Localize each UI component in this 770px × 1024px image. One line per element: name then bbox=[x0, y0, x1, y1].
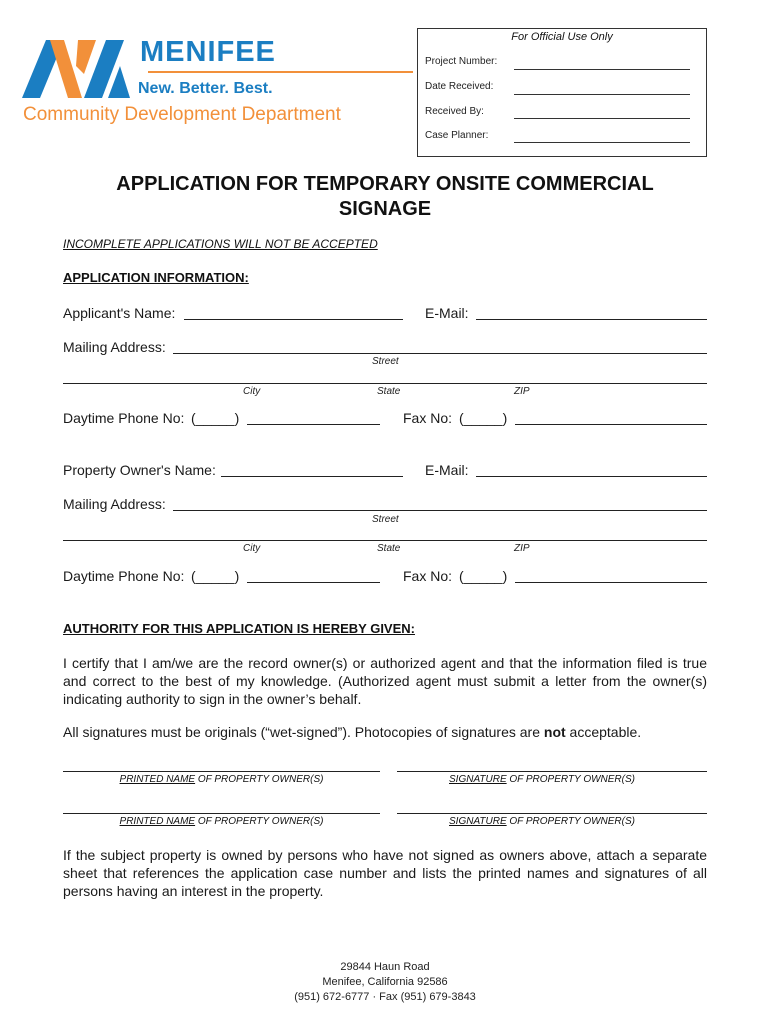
case-planner-field[interactable] bbox=[514, 142, 690, 143]
logo-rule bbox=[148, 71, 413, 73]
footer-phone: (951) 672-6777 · Fax (951) 679-3843 bbox=[294, 991, 476, 1003]
owner-email-field[interactable] bbox=[476, 476, 707, 477]
owner-phone-field[interactable] bbox=[247, 582, 380, 583]
owner-phone-area[interactable]: (_____) bbox=[191, 568, 240, 584]
signature-field-2[interactable] bbox=[397, 813, 707, 814]
applicant-name-label: Applicant's Name: bbox=[63, 305, 176, 321]
signature-caption-rest: OF PROPERTY OWNER(S) bbox=[506, 774, 635, 785]
applicant-phone-field[interactable] bbox=[247, 424, 380, 425]
owner-zip-caption: ZIP bbox=[514, 543, 530, 554]
official-use-title: For Official Use Only bbox=[511, 31, 613, 43]
signature-caption-2 bbox=[387, 816, 697, 827]
owner-fax-label: Fax No: bbox=[403, 568, 453, 584]
applicant-email-label: E-Mail: bbox=[425, 305, 469, 321]
received-by-label: Received By: bbox=[425, 106, 484, 117]
owner-name-field[interactable] bbox=[221, 476, 403, 477]
subject-property-paragraph: If the subject property is owned by persons who have not signed as owners above, attach a separate sheet that references the application case number and lists the printed names and signatures of all persons having an interest in the property. bbox=[63, 847, 707, 899]
signatures-note bbox=[63, 723, 707, 741]
signatures-note-emphasis: not bbox=[543, 724, 566, 740]
form-title bbox=[60, 172, 710, 222]
applicant-street-caption: Street bbox=[372, 356, 399, 367]
signature-caption-rest: OF PROPERTY OWNER(S) bbox=[506, 816, 635, 827]
footer-city: Menifee, California 92586 bbox=[322, 976, 448, 988]
logo-tagline: New. Better. Best. bbox=[138, 80, 273, 97]
applicant-city-caption: City bbox=[243, 386, 261, 397]
applicant-zip-caption: ZIP bbox=[514, 386, 530, 397]
owner-name-label: Property Owner's Name: bbox=[63, 462, 216, 478]
applicant-fax-field[interactable] bbox=[515, 424, 707, 425]
applicant-email-field[interactable] bbox=[476, 319, 707, 320]
incomplete-notice: INCOMPLETE APPLICATIONS WILL NOT BE ACCEPTED bbox=[63, 237, 378, 251]
applicant-phone-label: Daytime Phone No: bbox=[63, 410, 185, 426]
owner-city-state-zip-field[interactable] bbox=[63, 540, 707, 541]
section-application-info: APPLICATION INFORMATION: bbox=[63, 270, 249, 285]
signatures-note-text: All signatures must be originals (“wet-signed”). Photocopies of signatures are bbox=[63, 724, 544, 740]
menifee-logo-mark bbox=[20, 36, 132, 100]
signature-caption-underlined: SIGNATURE bbox=[449, 774, 507, 785]
applicant-street-field[interactable] bbox=[173, 353, 707, 354]
owner-city-caption: City bbox=[243, 543, 261, 554]
official-use-box bbox=[417, 28, 707, 157]
printed-name-caption-underlined: PRINTED NAME bbox=[119, 816, 196, 827]
printed-name-caption-rest: OF PROPERTY OWNER(S) bbox=[195, 774, 324, 785]
owner-mailing-label: Mailing Address: bbox=[63, 496, 166, 512]
signatures-note-text-end: acceptable. bbox=[565, 724, 642, 740]
applicant-fax-area[interactable]: (_____) bbox=[459, 410, 508, 426]
logo bbox=[20, 36, 415, 136]
form-title-line2: SIGNAGE bbox=[338, 198, 432, 220]
owner-fax-field[interactable] bbox=[515, 582, 707, 583]
form-title-line1: APPLICATION FOR TEMPORARY ONSITE COMMERCIAL bbox=[116, 173, 654, 195]
received-by-field[interactable] bbox=[514, 118, 690, 119]
footer-street: 29844 Haun Road bbox=[340, 961, 430, 973]
owner-street-caption: Street bbox=[372, 514, 399, 525]
printed-name-field-2[interactable] bbox=[63, 813, 380, 814]
applicant-state-caption: State bbox=[377, 386, 401, 397]
footer-address bbox=[0, 960, 770, 1005]
owner-state-caption: State bbox=[377, 543, 401, 554]
logo-department: Community Development Department bbox=[23, 104, 341, 125]
owner-email-label: E-Mail: bbox=[425, 462, 469, 478]
applicant-name-field[interactable] bbox=[184, 319, 403, 320]
logo-name: MENIFEE bbox=[140, 36, 276, 68]
project-number-label: Project Number: bbox=[425, 56, 498, 67]
project-number-field[interactable] bbox=[514, 69, 690, 70]
printed-name-caption-rest: OF PROPERTY OWNER(S) bbox=[195, 816, 324, 827]
certify-paragraph: I certify that I am/we are the record owner(s) or authorized agent and that the information filed is true and correct to the best of my knowledge. (Authorized agent must submit a letter from the owner(s) indicating authority to sign in the owner’s behalf. bbox=[63, 655, 707, 707]
owner-phone-label: Daytime Phone No: bbox=[63, 568, 185, 584]
printed-name-caption-2 bbox=[63, 816, 380, 827]
applicant-fax-label: Fax No: bbox=[403, 410, 453, 426]
case-planner-label: Case Planner: bbox=[425, 130, 489, 141]
signature-field-1[interactable] bbox=[397, 771, 707, 772]
owner-fax-area[interactable]: (_____) bbox=[459, 568, 508, 584]
applicant-city-state-zip-field[interactable] bbox=[63, 383, 707, 384]
owner-street-field[interactable] bbox=[173, 510, 707, 511]
applicant-phone-area[interactable]: (_____) bbox=[191, 410, 240, 426]
applicant-mailing-label: Mailing Address: bbox=[63, 339, 166, 355]
signature-caption-underlined: SIGNATURE bbox=[449, 816, 507, 827]
section-authority: AUTHORITY FOR THIS APPLICATION IS HEREBY GIVEN: bbox=[63, 621, 415, 636]
date-received-field[interactable] bbox=[514, 94, 690, 95]
date-received-label: Date Received: bbox=[425, 81, 494, 92]
printed-name-field-1[interactable] bbox=[63, 771, 380, 772]
printed-name-caption-1 bbox=[63, 774, 380, 785]
signature-caption-1 bbox=[387, 774, 697, 785]
printed-name-caption-underlined: PRINTED NAME bbox=[119, 774, 196, 785]
